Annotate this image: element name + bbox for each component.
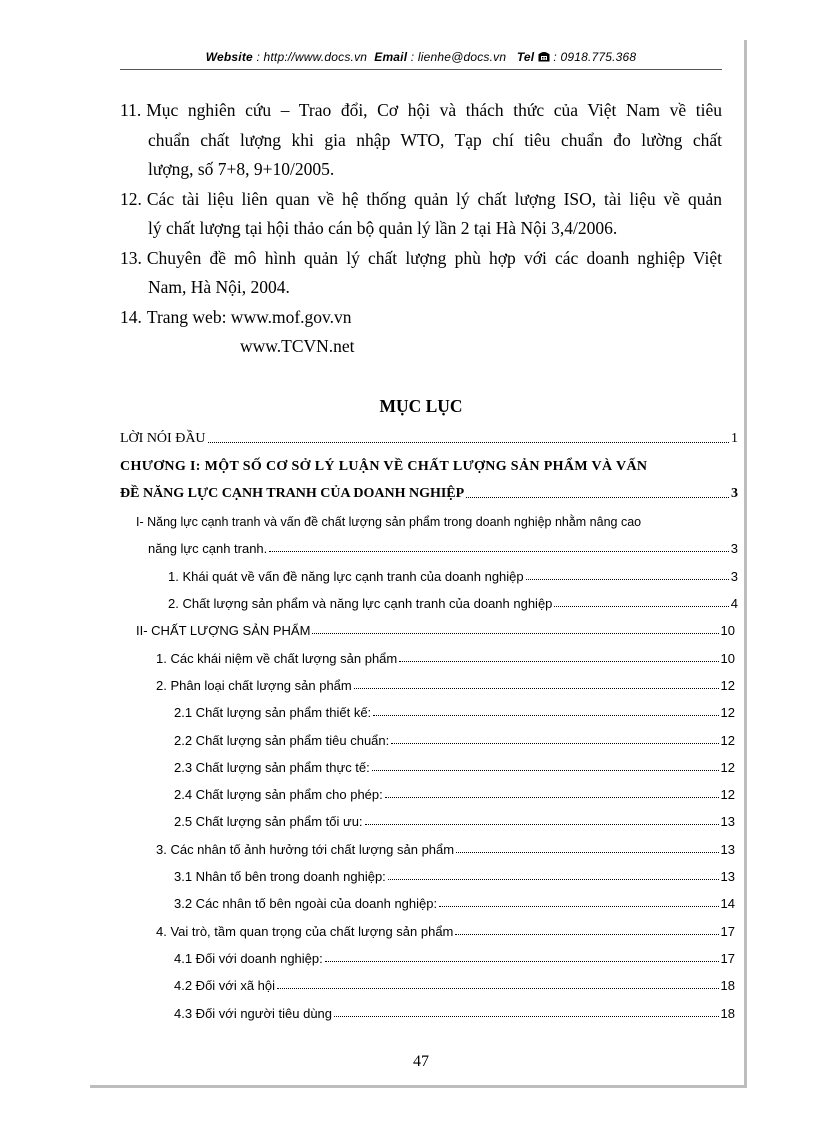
reference-line: chuẩn chất lượng khi gia nhập WTO, Tạp chí tiêu chuẩn đo lường chất <box>148 129 722 150</box>
reference-line: www.TCVN.net <box>240 336 355 356</box>
toc-leader <box>399 661 718 662</box>
toc-leader <box>391 743 718 744</box>
reference-item <box>120 244 722 303</box>
toc-entry-text: 2.3 Chất lượng sản phẩm thực tế: <box>174 759 370 775</box>
toc-entry[interactable] <box>120 666 735 693</box>
toc-leader <box>455 934 718 935</box>
website-label: Website <box>205 50 253 64</box>
reference-line: lý chất lượng tại hội thảo cán bộ quản lý lần 2 tại Hà Nội 3,4/2006. <box>148 218 618 238</box>
toc-leader <box>388 879 719 880</box>
toc-entry[interactable] <box>120 748 735 775</box>
toc-entry-page: 3 <box>731 485 738 501</box>
reference-number: 13. <box>120 247 142 268</box>
toc-entry[interactable] <box>120 584 738 611</box>
toc-entry-page: 18 <box>720 1005 735 1021</box>
toc-entry[interactable] <box>120 502 738 529</box>
toc-leader <box>354 688 719 689</box>
header-rule <box>120 69 722 70</box>
toc-entry[interactable] <box>120 475 738 502</box>
toc-entry-text: II- CHẤT LƯỢNG SẢN PHẨM <box>136 623 311 639</box>
toc-entry-page: 12 <box>720 705 735 721</box>
references-list <box>120 96 722 362</box>
toc-entry-text: 4.2 Đối với xã hội <box>174 978 276 994</box>
toc-leader <box>439 906 718 907</box>
toc-entry-text: 4. Vai trò, tầm quan trọng của chất lượng sản phẩm <box>156 923 454 939</box>
toc-entry[interactable] <box>120 939 735 966</box>
toc-entry[interactable] <box>120 556 738 583</box>
reference-line: Chuyên đề mô hình quản lý chất lượng phù hợp với các doanh nghiệp Việt <box>146 247 722 268</box>
toc-entry-text: LỜI NÓI ĐẦU <box>120 431 206 447</box>
toc-entry[interactable] <box>120 638 735 665</box>
toc-leader <box>208 442 729 443</box>
toc-leader <box>373 715 718 716</box>
reference-line: Mục nghiên cứu – Trao đổi, Cơ hội và thách thức của Việt Nam về tiêu <box>146 100 722 120</box>
toc-entry-page: 12 <box>720 677 735 693</box>
toc-entry-text: 3.1 Nhân tố bên trong doanh nghiệp: <box>174 869 386 885</box>
reference-line: Các tài liệu liên quan về hệ thống quản lý chất lượng ISO, tài liệu về quản <box>146 188 722 209</box>
toc-leader <box>269 551 728 552</box>
toc-entry[interactable] <box>120 966 735 993</box>
toc-entry-text: 2. Phân loại chất lượng sản phẩm <box>156 677 352 693</box>
reference-item <box>120 303 722 362</box>
toc-entry[interactable] <box>120 857 735 884</box>
toc-entry[interactable] <box>120 775 735 802</box>
toc-leader <box>312 633 718 634</box>
toc-entry-page: 12 <box>720 787 735 803</box>
toc-entry-page: 12 <box>720 732 735 748</box>
toc-entry-text: 4.1 Đối với doanh nghiệp: <box>174 950 323 966</box>
toc-entry-text: 2. Chất lượng sản phẩm và năng lực cạnh tranh của doanh nghiệp <box>168 596 553 612</box>
toc-entry-text: I- Năng lực cạnh tranh và vấn đề chất lượng sản phẩm trong doanh nghiệp nhằm nâng cao <box>136 515 642 530</box>
toc-entry-page: 17 <box>720 923 735 939</box>
toc-leader <box>456 852 718 853</box>
toc-leader <box>554 606 728 607</box>
toc-leader <box>466 497 729 498</box>
toc-entry[interactable] <box>120 802 735 829</box>
website-value: : http://www.docs.vn <box>252 50 368 64</box>
toc-entry-page: 3 <box>730 541 738 557</box>
toc-entry-page: 3 <box>730 568 738 584</box>
page-header <box>120 50 722 64</box>
toc-entry-text: 2.5 Chất lượng sản phẩm tối ưu: <box>174 814 363 830</box>
toc-leader <box>372 770 719 771</box>
page-shadow-bottom <box>90 1085 747 1088</box>
reference-item <box>120 96 722 185</box>
toc-entry-page: 4 <box>730 596 738 612</box>
toc-entry[interactable] <box>120 611 735 638</box>
toc-entry[interactable] <box>120 829 735 856</box>
toc-entry-page: 17 <box>720 950 735 966</box>
toc-entry-text: 3.2 Các nhân tố bên ngoài của doanh nghiệp: <box>174 896 438 912</box>
toc-entry[interactable] <box>120 447 722 474</box>
email-label: Email <box>374 50 408 64</box>
email-value: : lienhe@docs.vn <box>407 50 507 64</box>
toc-entry[interactable] <box>120 420 738 447</box>
toc-entry-text: 2.4 Chất lượng sản phẩm cho phép: <box>174 787 383 803</box>
toc-entry[interactable] <box>120 693 735 720</box>
toc-entry[interactable] <box>120 911 735 938</box>
toc-entry-text: 4.3 Đối với người tiêu dùng <box>174 1005 333 1021</box>
toc-entry-page: 12 <box>720 759 735 775</box>
toc-entry-text: 3. Các nhân tố ảnh hưởng tới chất lượng sản phẩm <box>156 841 455 857</box>
reference-number: 11. <box>120 100 142 120</box>
reference-number: 14. <box>120 306 142 327</box>
table-of-contents <box>120 420 738 1021</box>
phone-icon <box>538 50 554 64</box>
reference-number: 12. <box>120 188 142 209</box>
toc-entry-page: 13 <box>720 869 735 885</box>
page-number: 47 <box>413 1053 429 1070</box>
reference-line: Nam, Hà Nội, 2004. <box>148 277 290 297</box>
toc-leader <box>526 579 729 580</box>
toc-entry-page: 1 <box>731 431 738 447</box>
toc-leader <box>334 1016 719 1017</box>
toc-title: MỤC LỤC <box>379 396 463 416</box>
toc-entry[interactable] <box>120 884 735 911</box>
toc-entry-text: năng lực cạnh tranh. <box>148 541 268 557</box>
toc-entry-text: CHƯƠNG I: MỘT SỐ CƠ SỞ LÝ LUẬN VỀ CHẤT LƯỢNG SẢN PHẨM VÀ VẤN <box>120 458 648 474</box>
toc-leader <box>365 824 719 825</box>
toc-entry-page: 13 <box>720 814 735 830</box>
reference-item <box>120 185 722 244</box>
toc-leader <box>385 797 719 798</box>
reference-line: lượng, số 7+8, 9+10/2005. <box>148 159 335 179</box>
toc-leader <box>277 988 719 989</box>
toc-entry-page: 18 <box>720 978 735 994</box>
toc-entry[interactable] <box>120 529 738 556</box>
toc-entry-page: 10 <box>720 650 735 666</box>
reference-line: Trang web: www.mof.gov.vn <box>146 306 352 327</box>
toc-leader <box>325 961 719 962</box>
toc-entry-text: 2.1 Chất lượng sản phẩm thiết kế: <box>174 705 372 721</box>
toc-entry-text: 1. Khái quát về vấn đề năng lực cạnh tranh của doanh nghiệp <box>168 568 524 584</box>
toc-entry-text: 2.2 Chất lượng sản phẩm tiêu chuẩn: <box>174 732 390 748</box>
tel-label: Tel <box>516 50 535 64</box>
toc-entry-page: 14 <box>720 896 735 912</box>
toc-entry-text: ĐỀ NĂNG LỰC CẠNH TRANH CỦA DOANH NGHIỆP <box>120 485 465 501</box>
page-shadow-right <box>744 40 747 1088</box>
tel-value: : 0918.775.368 <box>553 50 637 64</box>
toc-entry-text: 1. Các khái niệm về chất lượng sản phẩm <box>156 650 398 666</box>
toc-entry[interactable] <box>120 993 735 1020</box>
toc-entry[interactable] <box>120 720 735 747</box>
toc-entry-page: 13 <box>720 841 735 857</box>
toc-entry-page: 10 <box>720 623 735 639</box>
